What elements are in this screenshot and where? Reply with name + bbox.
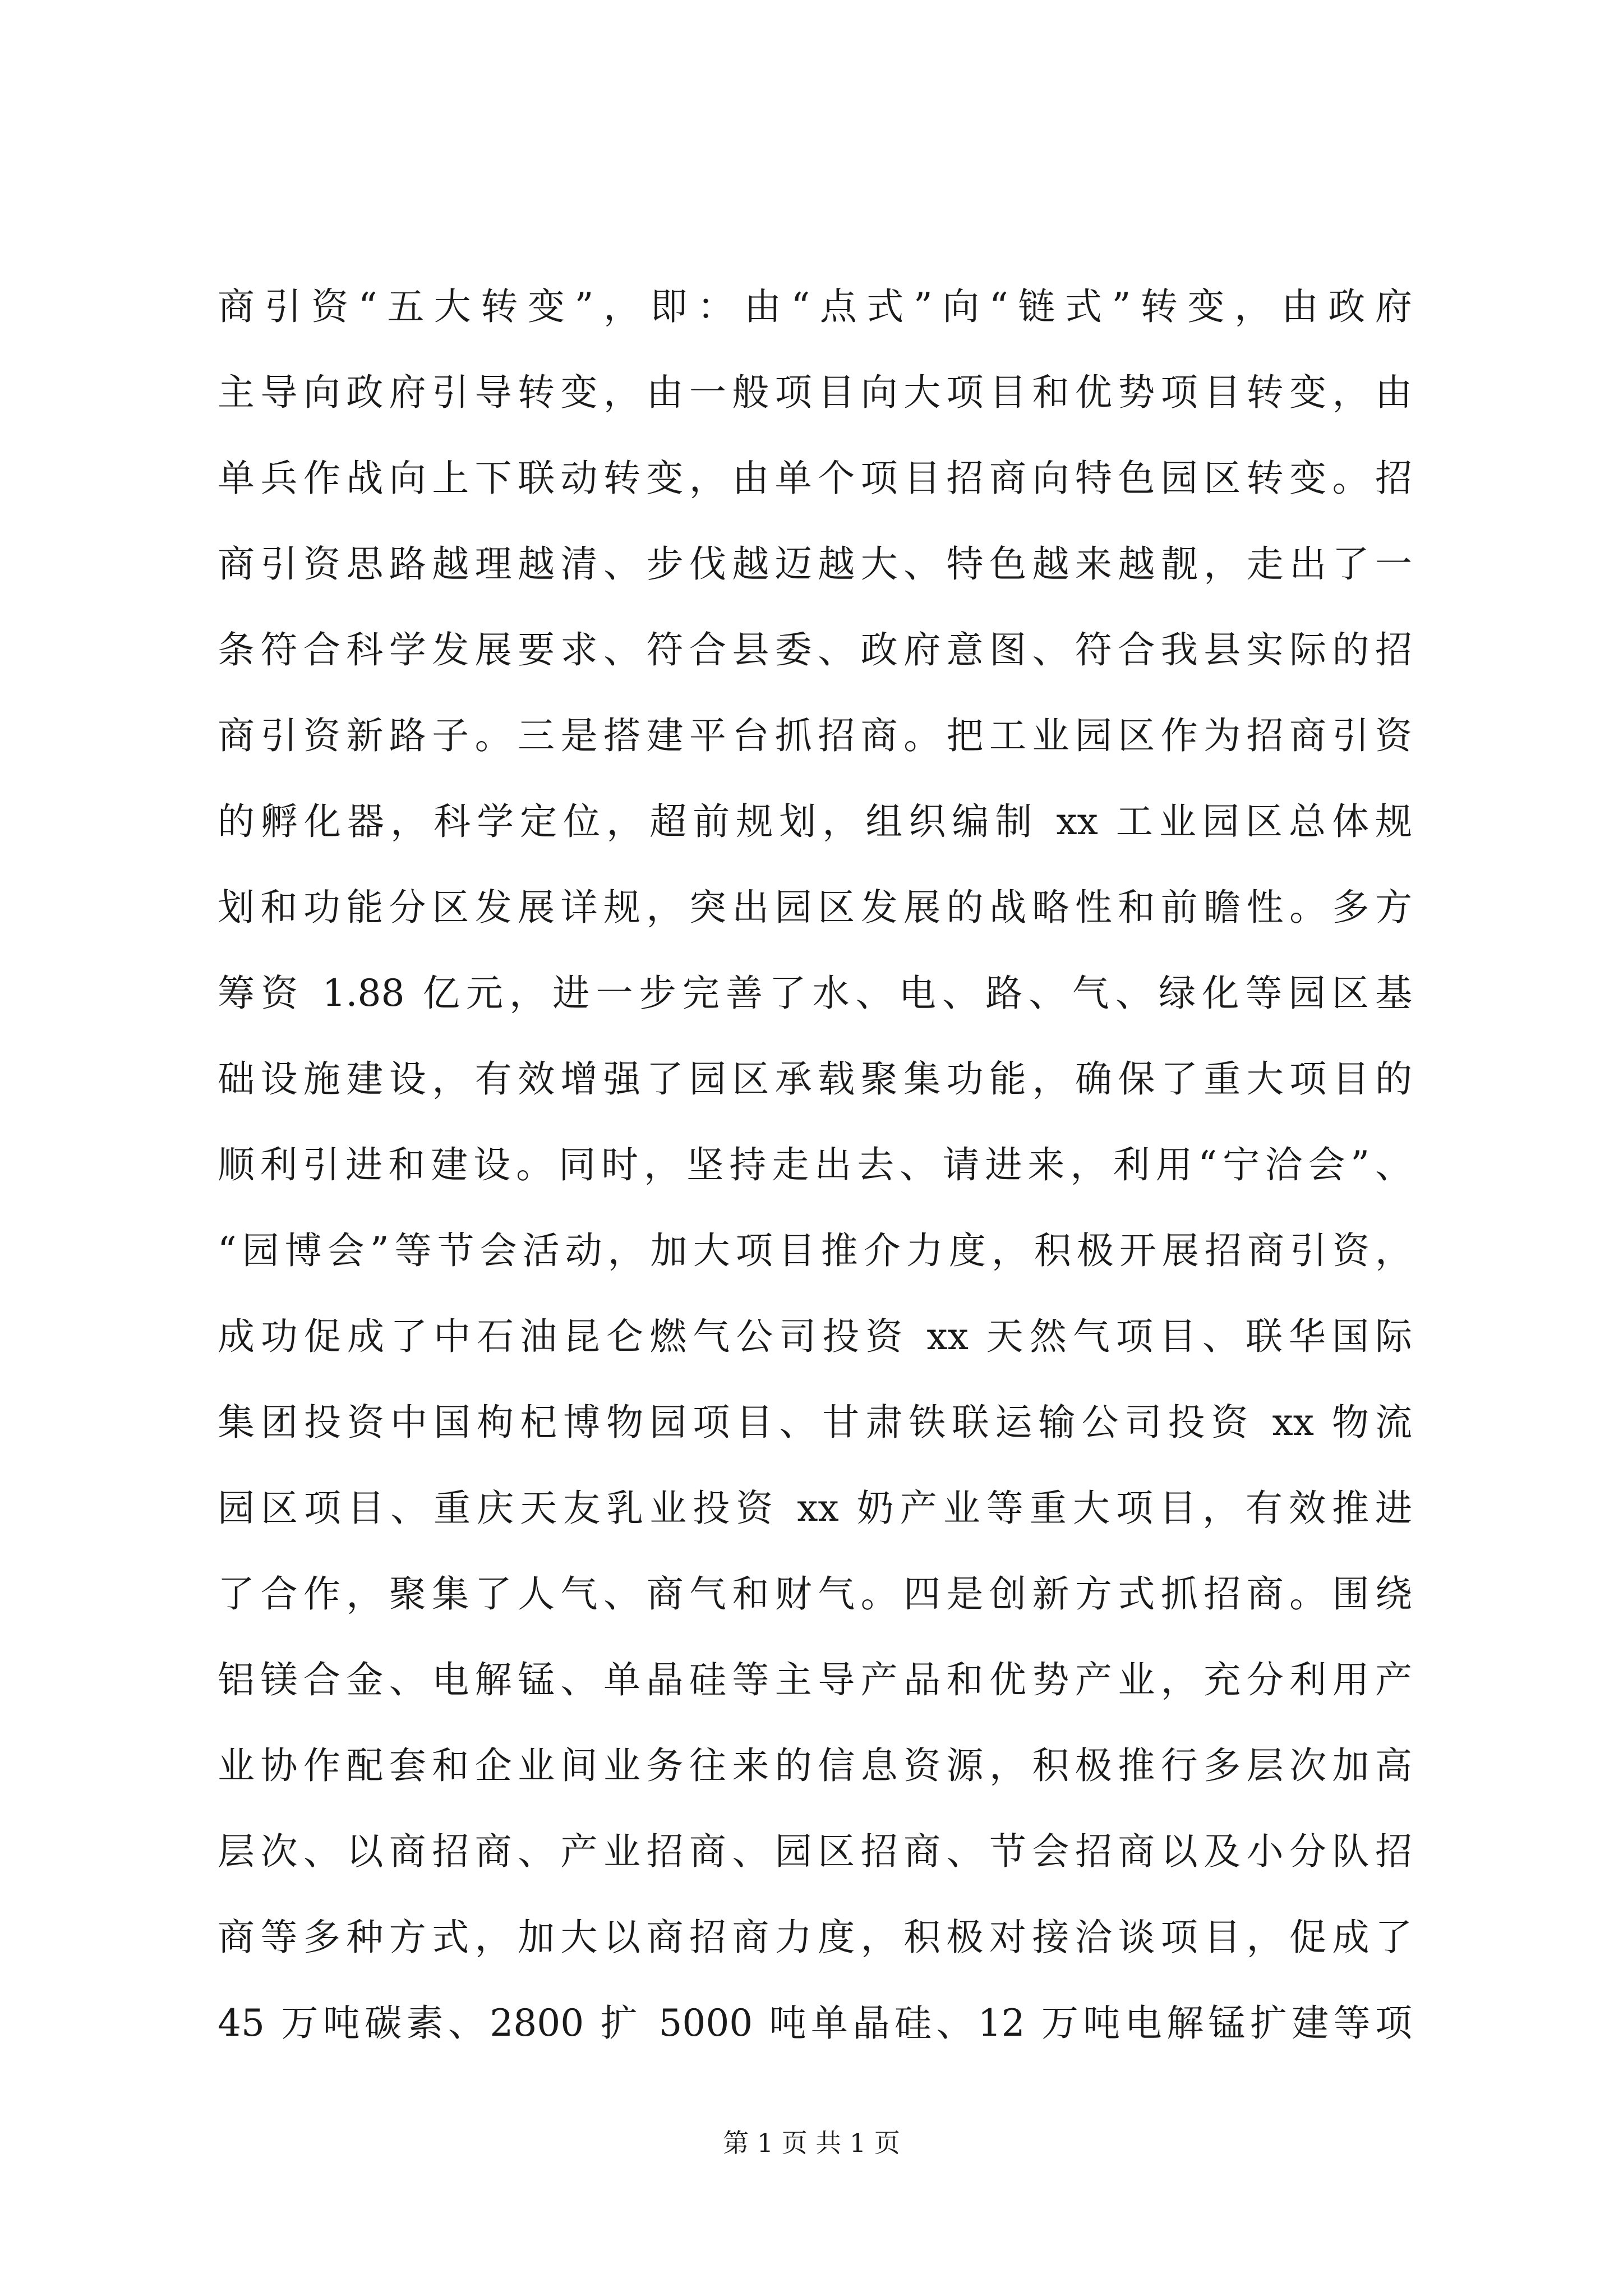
page-number-label: 第 1 页 共 1 页 [723,2128,900,2158]
text-line-5: 条符合科学发展要求、符合县委、政府意图、符合我县实际的招 [218,628,1412,671]
body-text [218,264,1412,2066]
text-line-15: 园区项目、重庆天友乳业投资 xx 奶产业等重大项目，有效推进 [218,1487,1412,1530]
text-line-14: 集团投资中国枸杞博物园项目、甘肃铁联运输公司投资 xx 物流 [218,1401,1412,1444]
text-line-11: 顺利引进和建设。同时，坚持走出去、请进来，利用“宁洽会”、 [218,1143,1412,1186]
text-line-20: 商等多种方式，加大以商招商力度，积极对接洽谈项目，促成了 [218,1916,1412,1959]
text-line-2: 主导向政府引导转变，由一般项目向大项目和优势项目转变，由 [218,371,1412,414]
text-line-12: “园博会”等节会活动，加大项目推介力度，积极开展招商引资， [218,1229,1412,1272]
text-line-10: 础设施建设，有效增强了园区承载聚集功能，确保了重大项目的 [218,1057,1412,1101]
text-line-16: 了合作，聚集了人气、商气和财气。四是创新方式抓招商。围绕 [218,1572,1412,1616]
text-line-17: 铝镁合金、电解锰、单晶硅等主导产品和优势产业，充分利用产 [218,1658,1412,1701]
text-line-6: 商引资新路子。三是搭建平台抓招商。把工业园区作为招商引资 [218,714,1412,757]
page-footer [0,2126,1623,2160]
text-line-8: 划和功能分区发展详规，突出园区发展的战略性和前瞻性。多方 [218,886,1412,929]
text-line-1: 商引资“五大转变”，即：由“点式”向“链式”转变，由政府 [218,285,1412,328]
text-line-13: 成功促成了中石油昆仑燃气公司投资 xx 天然气项目、联华国际 [218,1315,1412,1358]
text-line-21: 45 万吨碳素、2800 扩 5000 吨单晶硅、12 万吨电解锰扩建等项 [218,2001,1412,2045]
text-line-9: 筹资 1.88 亿元，进一步完善了水、电、路、气、绿化等园区基 [218,972,1412,1015]
text-line-3: 单兵作战向上下联动转变，由单个项目招商向特色园区转变。招 [218,457,1412,500]
text-line-19: 层次、以商招商、产业招商、园区招商、节会招商以及小分队招 [218,1830,1412,1873]
text-line-4: 商引资思路越理越清、步伐越迈越大、特色越来越靓，走出了一 [218,542,1412,586]
text-line-7: 的孵化器，科学定位，超前规划，组织编制 xx 工业园区总体规 [218,800,1412,843]
text-line-18: 业协作配套和企业间业务往来的信息资源，积极推行多层次加高 [218,1744,1412,1787]
